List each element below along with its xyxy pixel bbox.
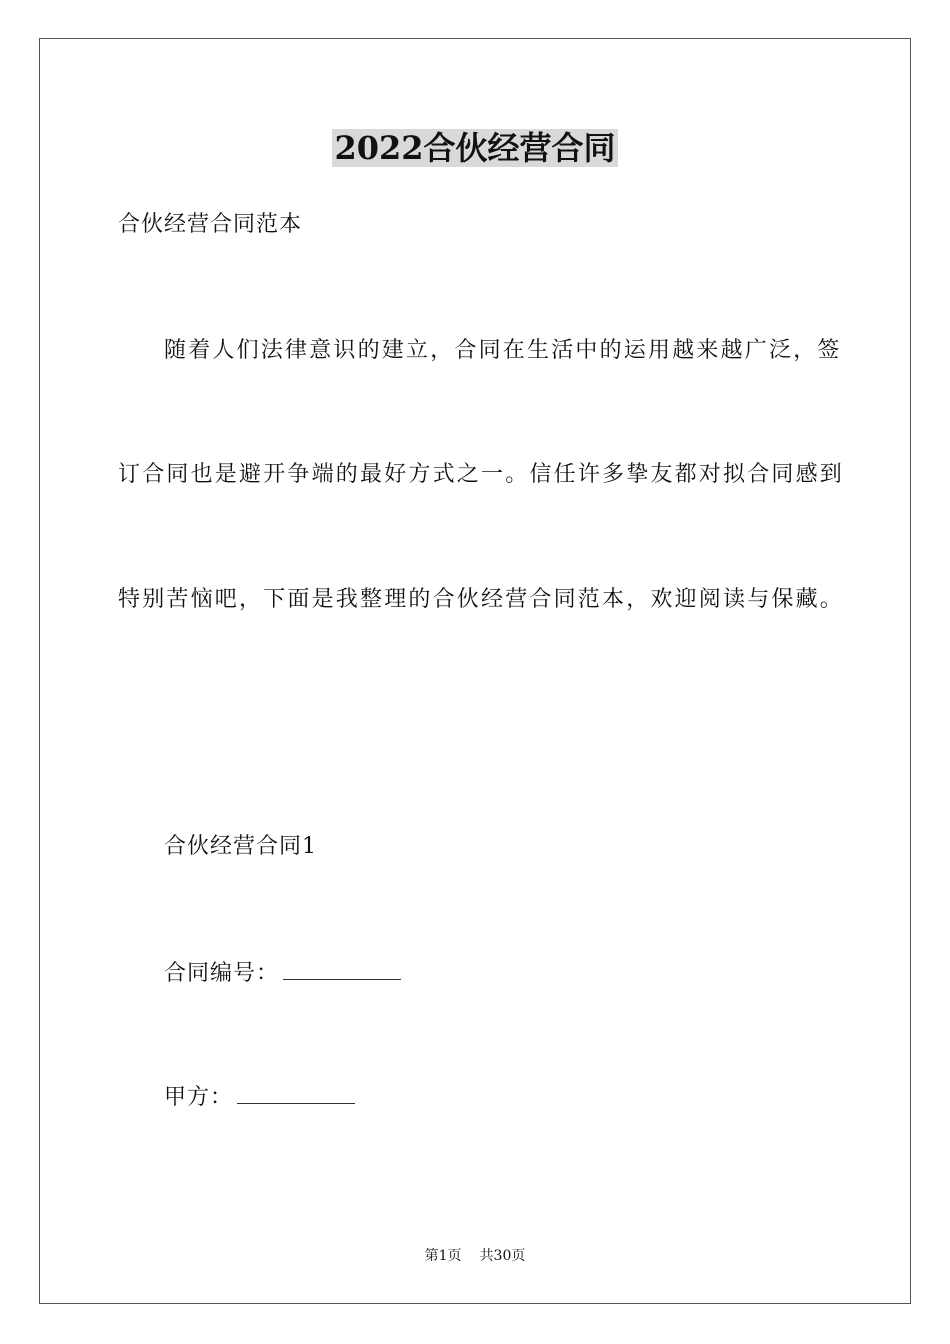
document-subtitle: 合伙经营合同范本	[118, 212, 303, 237]
contract-number-blank	[283, 957, 401, 980]
page-current: 第1页	[424, 1248, 462, 1264]
intro-paragraph-line-2: 订合同也是避开争端的最好方式之一。信任许多挚友都对拟合同感到	[118, 462, 845, 487]
contract-number-row	[164, 957, 401, 989]
party-a-label: 甲方：	[164, 1085, 234, 1110]
page-total: 共30页	[479, 1248, 526, 1264]
party-a-blank	[237, 1081, 355, 1104]
section-heading: 合伙经营合同1	[164, 834, 317, 859]
document-title-text: 2022合伙经营合同	[334, 129, 616, 167]
page-footer	[0, 1246, 950, 1266]
intro-paragraph-line-1: 随着人们法律意识的建立，合同在生活中的运用越来越广泛，签	[164, 338, 842, 363]
intro-paragraph-line-3: 特别苦恼吧，下面是我整理的合伙经营合同范本，欢迎阅读与保藏。	[118, 587, 845, 612]
document-title	[0, 126, 950, 170]
contract-number-label: 合同编号：	[164, 961, 280, 986]
party-a-row	[164, 1081, 355, 1113]
